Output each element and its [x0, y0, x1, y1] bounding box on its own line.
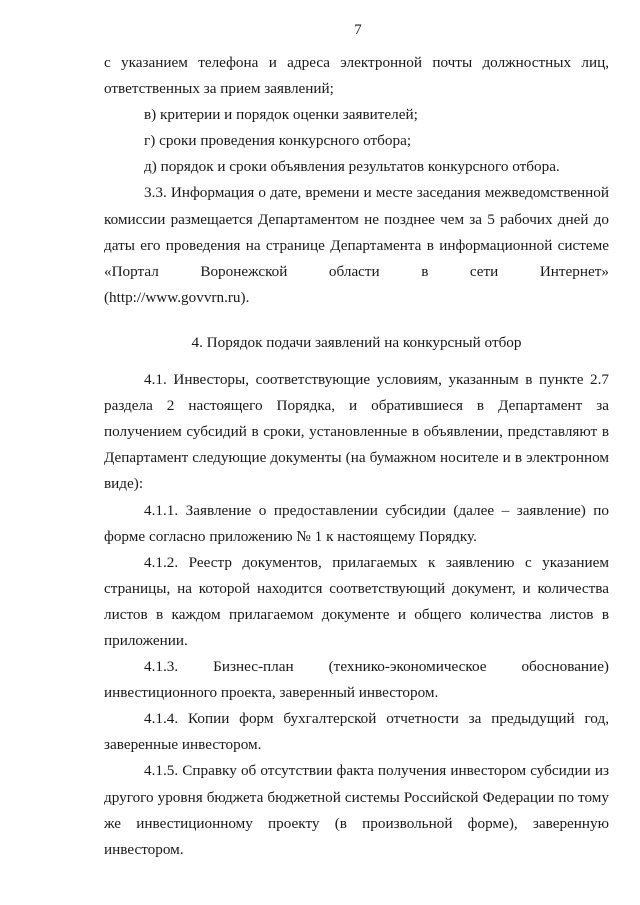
page-number: 7: [354, 22, 362, 38]
paragraph-3-3-url: (http://www.govvrn.ru).: [104, 288, 250, 306]
paragraph-4-1-2: 4.1.2. Реестр документов, прилагаемых к заявлению с указанием страницы, на которой находится соответствующий документ, и количества листов в каждом прилагаемом документе и общего количества листов в приложении.: [104, 553, 609, 649]
list-item-criteria: в) критерии и порядок оценки заявителей;: [144, 106, 418, 124]
paragraph-3-3: 3.3. Информация о дате, времени и месте заседания межведомственной комиссии размещается Департаментом не позднее чем за 5 рабочих дней до даты его проведения на странице Департамента в информационной системе «Портал Воронежской области в сети Интернет»: [104, 184, 609, 280]
paragraph-4-1-1: 4.1.1. Заявление о предоставлении субсидии (далее – заявление) по форме согласно приложению № 1 к настоящему Порядку.: [104, 501, 609, 545]
list-item-results: д) порядок и сроки объявления результатов конкурсного отбора.: [144, 158, 560, 176]
paragraph-4-1-4: 4.1.4. Копии форм бухгалтерской отчетности за предыдущий год, заверенные инвестором.: [104, 710, 609, 754]
paragraph-4-1: 4.1. Инвесторы, соответствующие условиям, указанным в пункте 2.7 раздела 2 настоящего Порядка, и обратившиеся в Департамент за получением субсидий в сроки, установленные в объявлении, представляют в Департамент следующие документы (на бумажном носителе и в электронном виде):: [104, 371, 609, 493]
paragraph-contact-info: с указанием телефона и адреса электронной почты должностных лиц, ответственных за прием заявлений;: [104, 54, 609, 98]
list-item-terms: г) сроки проведения конкурсного отбора;: [144, 132, 412, 150]
paragraph-4-1-3: 4.1.3. Бизнес-план (технико-экономическое обоснование) инвестиционного проекта, заверенный инвестором.: [104, 658, 609, 702]
paragraph-4-1-5: 4.1.5. Справку об отсутствии факта получения инвестором субсидии из другого уровня бюджета бюджетной системы Российской Федерации по тому же инвестиционному проекту (в произвольной форме), заверенную инвестором.: [104, 762, 609, 858]
section-heading-4: 4. Порядок подачи заявлений на конкурсный отбор: [191, 333, 522, 351]
document-body: [104, 50, 609, 863]
